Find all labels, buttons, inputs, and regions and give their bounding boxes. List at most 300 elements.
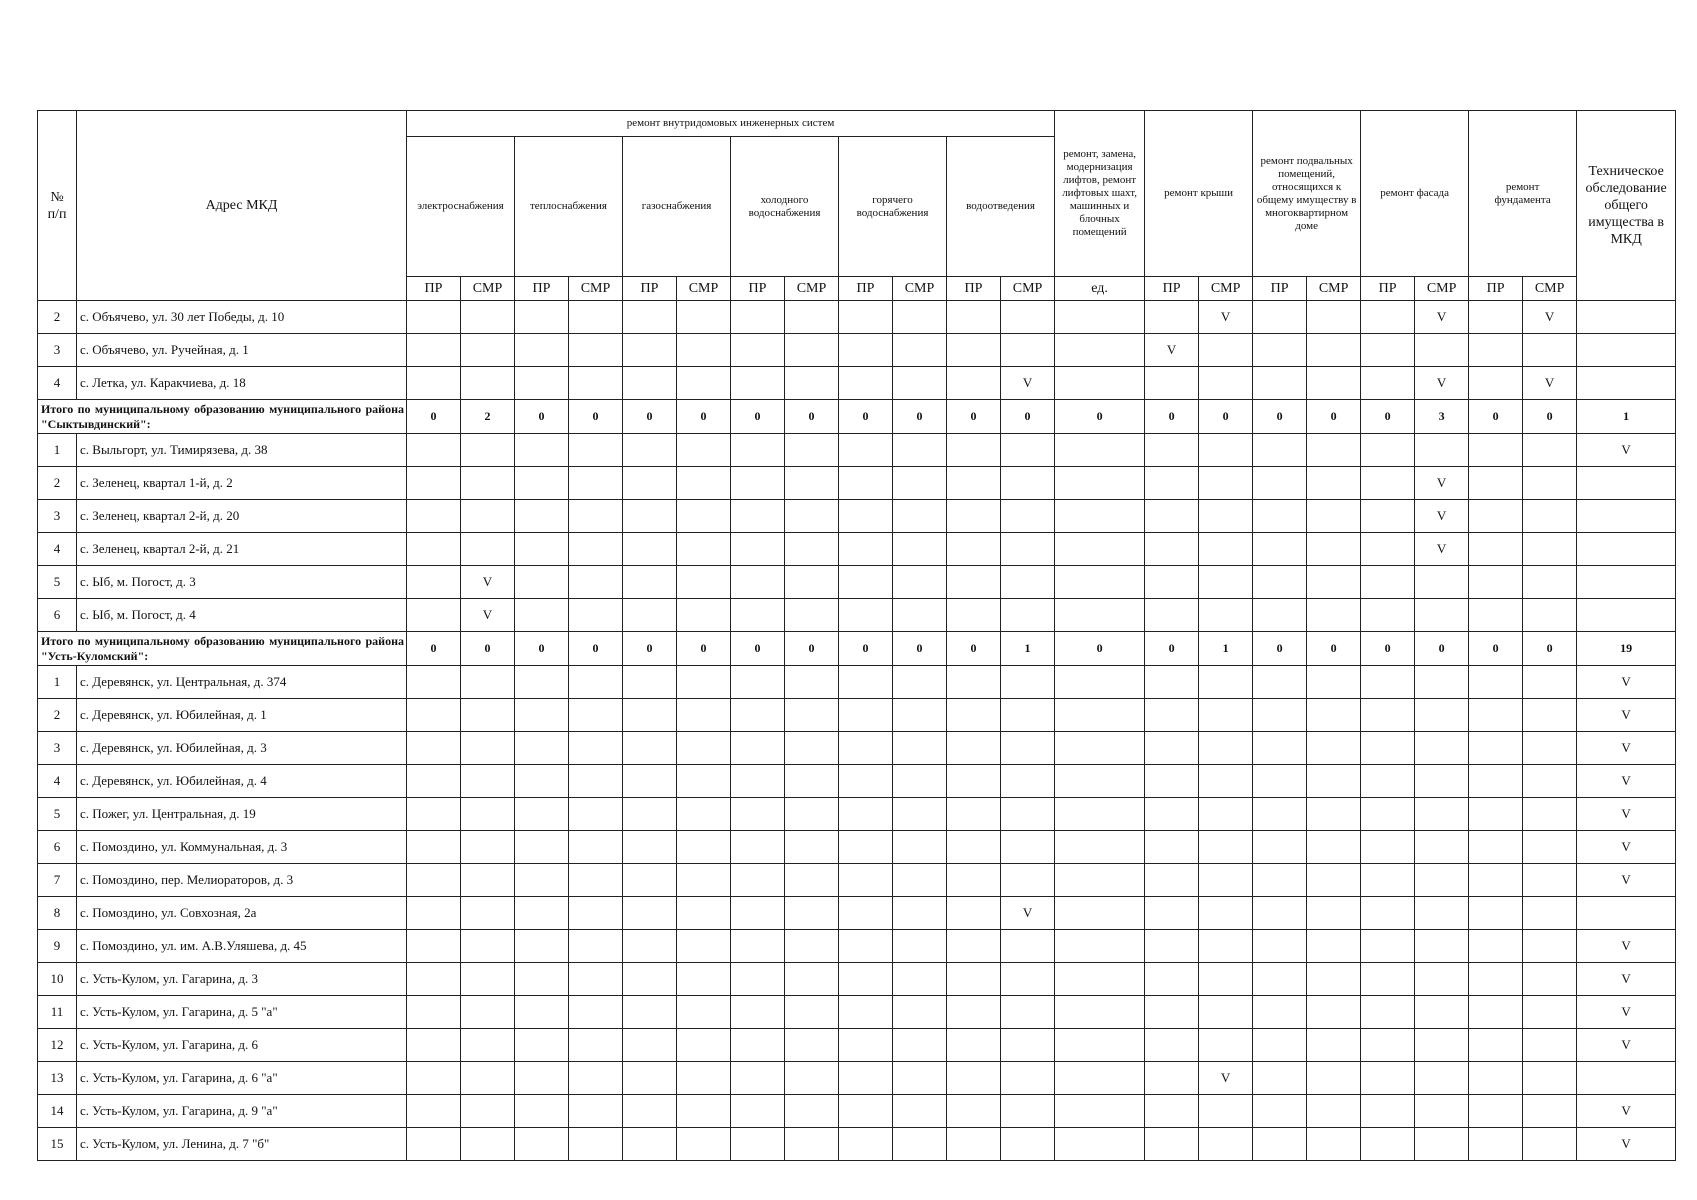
table-row: [38, 500, 1676, 533]
mark-cell: [1199, 566, 1253, 599]
mark-cell: [461, 897, 515, 930]
mark-cell: [677, 301, 731, 334]
mark-cell: [1055, 732, 1145, 765]
mark-cell: [947, 963, 1001, 996]
mark-cell: [1415, 831, 1469, 864]
table-header: [38, 111, 1676, 301]
mark-cell: [407, 566, 461, 599]
mark-cell: [677, 897, 731, 930]
mark-cell: [893, 831, 947, 864]
lift-header: ремонт, замена, модернизация лифтов, ремонт лифтовых шахт, машинных и блочных помещений: [1055, 111, 1145, 277]
mark-cell: [461, 1062, 515, 1095]
mark-cell: [1415, 732, 1469, 765]
mark-cell: [677, 996, 731, 1029]
mark-cell: [461, 930, 515, 963]
table-row: [38, 930, 1676, 963]
mark-cell: [569, 897, 623, 930]
mark-cell: [461, 666, 515, 699]
mark-cell: V: [1577, 666, 1676, 699]
mark-cell: [623, 467, 677, 500]
mark-cell: [623, 897, 677, 930]
mark-cell: [1055, 897, 1145, 930]
row-number: 1: [38, 666, 77, 699]
table-row: [38, 566, 1676, 599]
mark-cell: [1361, 666, 1415, 699]
mark-cell: [1415, 434, 1469, 467]
address-cell: с. Ыб, м. Погост, д. 4: [77, 599, 407, 632]
hot-water-header: горячего водоснабжения: [839, 137, 947, 277]
mark-cell: V: [1523, 301, 1577, 334]
total-value-cell: 0: [1361, 400, 1415, 434]
mark-cell: [677, 334, 731, 367]
mark-cell: [893, 699, 947, 732]
total-value-cell: 0: [623, 400, 677, 434]
mark-cell: [1253, 301, 1307, 334]
mark-cell: [677, 930, 731, 963]
mark-cell: [893, 1062, 947, 1095]
mark-cell: [569, 732, 623, 765]
basement-header: ремонт подвальных помещений, относящихся к общему имуществу в многоквартирном доме: [1253, 111, 1361, 277]
mark-cell: [569, 699, 623, 732]
mark-cell: [785, 467, 839, 500]
mark-cell: [677, 963, 731, 996]
mark-cell: [1577, 566, 1676, 599]
mark-cell: [1523, 1062, 1577, 1095]
table-row: [38, 533, 1676, 566]
mark-cell: [1145, 831, 1199, 864]
mark-cell: [893, 732, 947, 765]
mark-cell: [1001, 566, 1055, 599]
mark-cell: [677, 1095, 731, 1128]
mark-cell: [1145, 930, 1199, 963]
mark-cell: [1001, 434, 1055, 467]
mark-cell: [407, 930, 461, 963]
pr-header: ПР: [1145, 277, 1199, 301]
mark-cell: [407, 699, 461, 732]
mark-cell: [1145, 1128, 1199, 1161]
mark-cell: [1199, 666, 1253, 699]
mark-cell: [1307, 930, 1361, 963]
mark-cell: [1001, 500, 1055, 533]
mark-cell: [1523, 434, 1577, 467]
address-cell: с. Ыб, м. Погост, д. 3: [77, 566, 407, 599]
mark-cell: [1001, 334, 1055, 367]
address-cell: с. Усть-Кулом, ул. Гагарина, д. 3: [77, 963, 407, 996]
mark-cell: [731, 1062, 785, 1095]
mark-cell: [785, 831, 839, 864]
mark-cell: [893, 533, 947, 566]
mark-cell: [893, 467, 947, 500]
mark-cell: V: [1001, 367, 1055, 400]
mark-cell: [1415, 930, 1469, 963]
address-cell: с. Объячево, ул. 30 лет Победы, д. 10: [77, 301, 407, 334]
mark-cell: [1001, 732, 1055, 765]
mark-cell: [515, 765, 569, 798]
mark-cell: [515, 1062, 569, 1095]
mark-cell: [1415, 334, 1469, 367]
mark-cell: [1199, 798, 1253, 831]
mark-cell: [515, 930, 569, 963]
mark-cell: [461, 699, 515, 732]
mark-cell: [1055, 930, 1145, 963]
mark-cell: [1001, 864, 1055, 897]
mark-cell: [1523, 666, 1577, 699]
mark-cell: [1253, 367, 1307, 400]
row-number: 6: [38, 599, 77, 632]
mark-cell: [731, 831, 785, 864]
mark-cell: [1577, 367, 1676, 400]
mark-cell: [1199, 1128, 1253, 1161]
address-cell: с. Помоздино, ул. Совхозная, 2а: [77, 897, 407, 930]
mark-cell: [1001, 666, 1055, 699]
mark-cell: [893, 367, 947, 400]
mark-cell: [569, 367, 623, 400]
total-value-cell: 0: [1469, 400, 1523, 434]
mark-cell: [1307, 666, 1361, 699]
mark-cell: [947, 831, 1001, 864]
mark-cell: [731, 1128, 785, 1161]
mark-cell: [785, 963, 839, 996]
mark-cell: [1055, 500, 1145, 533]
table-row: [38, 434, 1676, 467]
mark-cell: [1307, 566, 1361, 599]
mark-cell: [893, 765, 947, 798]
mark-cell: [1145, 533, 1199, 566]
table-row: [38, 732, 1676, 765]
mark-cell: [1577, 301, 1676, 334]
row-number: 6: [38, 831, 77, 864]
mark-cell: [1145, 367, 1199, 400]
mark-cell: [623, 434, 677, 467]
row-number: 4: [38, 533, 77, 566]
smr-header: СМР: [785, 277, 839, 301]
mark-cell: [1577, 599, 1676, 632]
mark-cell: [407, 533, 461, 566]
mark-cell: [1361, 732, 1415, 765]
mark-cell: [1001, 599, 1055, 632]
mark-cell: [1469, 467, 1523, 500]
mark-cell: [839, 996, 893, 1029]
mark-cell: [623, 666, 677, 699]
electric-header: электроснабжения: [407, 137, 515, 277]
address-cell: с. Деревянск, ул. Юбилейная, д. 3: [77, 732, 407, 765]
mark-cell: [947, 301, 1001, 334]
mark-cell: [1469, 666, 1523, 699]
mark-cell: [461, 301, 515, 334]
mark-cell: [839, 500, 893, 533]
mark-cell: [1469, 301, 1523, 334]
mark-cell: [1253, 831, 1307, 864]
mark-cell: [569, 533, 623, 566]
address-cell: с. Деревянск, ул. Юбилейная, д. 4: [77, 765, 407, 798]
mark-cell: [1307, 996, 1361, 1029]
mark-cell: [677, 732, 731, 765]
mark-cell: [1199, 897, 1253, 930]
row-number: 10: [38, 963, 77, 996]
mark-cell: [1199, 765, 1253, 798]
mark-cell: [785, 1062, 839, 1095]
total-value-cell: 0: [839, 632, 893, 666]
total-value-cell: 0: [731, 400, 785, 434]
table-row: [38, 963, 1676, 996]
mark-cell: [407, 599, 461, 632]
mark-cell: [1415, 1029, 1469, 1062]
mark-cell: [947, 864, 1001, 897]
mark-cell: [839, 367, 893, 400]
mark-cell: [947, 1128, 1001, 1161]
mark-cell: [731, 864, 785, 897]
mark-cell: [677, 864, 731, 897]
mark-cell: [623, 930, 677, 963]
mark-cell: [893, 1095, 947, 1128]
total-value-cell: 19: [1577, 632, 1676, 666]
total-value-cell: 0: [1145, 400, 1199, 434]
mark-cell: [839, 897, 893, 930]
mark-cell: [1253, 1128, 1307, 1161]
mark-cell: [947, 930, 1001, 963]
mark-cell: [1469, 434, 1523, 467]
total-value-cell: 0: [1055, 400, 1145, 434]
mark-cell: [839, 566, 893, 599]
mark-cell: [1001, 963, 1055, 996]
mark-cell: [893, 996, 947, 1029]
mark-cell: V: [1577, 864, 1676, 897]
mark-cell: [1253, 996, 1307, 1029]
mark-cell: [407, 864, 461, 897]
mark-cell: [893, 897, 947, 930]
mark-cell: [461, 1029, 515, 1062]
mark-cell: [947, 434, 1001, 467]
mark-cell: [677, 1062, 731, 1095]
total-value-cell: 0: [1307, 632, 1361, 666]
total-value-cell: 1: [1001, 632, 1055, 666]
mark-cell: [515, 897, 569, 930]
mark-cell: [731, 699, 785, 732]
mark-cell: [1253, 434, 1307, 467]
mark-cell: [1307, 831, 1361, 864]
mark-cell: [1415, 599, 1469, 632]
mark-cell: [839, 963, 893, 996]
total-value-cell: 1: [1577, 400, 1676, 434]
mark-cell: V: [1577, 699, 1676, 732]
mark-cell: [569, 963, 623, 996]
mark-cell: [1415, 1095, 1469, 1128]
mark-cell: [839, 1128, 893, 1161]
pr-header: ПР: [515, 277, 569, 301]
mark-cell: [1307, 367, 1361, 400]
mark-cell: [1307, 434, 1361, 467]
mark-cell: [623, 1029, 677, 1062]
mark-cell: [1361, 1095, 1415, 1128]
mark-cell: [515, 666, 569, 699]
total-value-cell: 0: [569, 400, 623, 434]
mark-cell: V: [1577, 831, 1676, 864]
total-value-cell: 0: [1253, 400, 1307, 434]
mark-cell: V: [461, 599, 515, 632]
total-value-cell: 1: [1199, 632, 1253, 666]
mark-cell: [1199, 831, 1253, 864]
mark-cell: [1145, 765, 1199, 798]
mark-cell: [569, 798, 623, 831]
mark-cell: [785, 334, 839, 367]
address-cell: с. Зеленец, квартал 1-й, д. 2: [77, 467, 407, 500]
mark-cell: [569, 434, 623, 467]
mark-cell: V: [1577, 963, 1676, 996]
mark-cell: [1145, 732, 1199, 765]
total-value-cell: 0: [839, 400, 893, 434]
mark-cell: [785, 798, 839, 831]
mark-cell: V: [1523, 367, 1577, 400]
mark-cell: [461, 1128, 515, 1161]
pr-header: ПР: [407, 277, 461, 301]
mark-cell: [1523, 467, 1577, 500]
mark-cell: [461, 765, 515, 798]
mark-cell: [1523, 500, 1577, 533]
mark-cell: [461, 963, 515, 996]
mark-cell: [1055, 334, 1145, 367]
mark-cell: [461, 732, 515, 765]
table-row: [38, 367, 1676, 400]
heating-header: теплоснабжения: [515, 137, 623, 277]
total-row: [38, 400, 1676, 434]
mark-cell: [569, 1029, 623, 1062]
mark-cell: [1469, 699, 1523, 732]
mark-cell: [1307, 500, 1361, 533]
mark-cell: [407, 1029, 461, 1062]
mark-cell: [1055, 963, 1145, 996]
mark-cell: [731, 1029, 785, 1062]
address-cell: с. Усть-Кулом, ул. Гагарина, д. 6: [77, 1029, 407, 1062]
mark-cell: [407, 831, 461, 864]
mark-cell: [893, 963, 947, 996]
mark-cell: V: [1415, 500, 1469, 533]
mark-cell: [731, 732, 785, 765]
mark-cell: [677, 500, 731, 533]
mark-cell: [839, 434, 893, 467]
mark-cell: [515, 301, 569, 334]
mark-cell: [1523, 963, 1577, 996]
mark-cell: [785, 864, 839, 897]
mark-cell: [1307, 334, 1361, 367]
mark-cell: [1055, 1062, 1145, 1095]
mark-cell: V: [1199, 1062, 1253, 1095]
mark-cell: [947, 732, 1001, 765]
table-row: [38, 1128, 1676, 1161]
mark-cell: [1145, 434, 1199, 467]
total-value-cell: 0: [1145, 632, 1199, 666]
mark-cell: [623, 367, 677, 400]
mark-cell: V: [1577, 798, 1676, 831]
mark-cell: [569, 599, 623, 632]
address-cell: с. Усть-Кулом, ул. Гагарина, д. 6 "а": [77, 1062, 407, 1095]
mark-cell: [1055, 798, 1145, 831]
table-row: [38, 599, 1676, 632]
mark-cell: [1361, 566, 1415, 599]
mark-cell: [1145, 566, 1199, 599]
total-value-cell: 0: [623, 632, 677, 666]
mark-cell: [1199, 533, 1253, 566]
mark-cell: [623, 699, 677, 732]
address-cell: с. Помоздино, ул. им. А.В.Уляшева, д. 45: [77, 930, 407, 963]
smr-header: СМР: [1415, 277, 1469, 301]
total-value-cell: 0: [1523, 400, 1577, 434]
mark-cell: [1523, 1095, 1577, 1128]
foundation-header: ремонт фундамента: [1469, 111, 1577, 277]
mark-cell: [1469, 367, 1523, 400]
mark-cell: [731, 666, 785, 699]
mark-cell: [623, 732, 677, 765]
address-cell: с. Усть-Кулом, ул. Гагарина, д. 9 "а": [77, 1095, 407, 1128]
mark-cell: [407, 301, 461, 334]
mark-cell: [1145, 301, 1199, 334]
table-row: [38, 301, 1676, 334]
total-label: Итого по муниципальному образованию муниципального района "Сыктывдинский":: [38, 400, 407, 434]
mark-cell: [1361, 699, 1415, 732]
mark-cell: [515, 367, 569, 400]
mark-cell: [1001, 996, 1055, 1029]
mark-cell: [623, 301, 677, 334]
mark-cell: [1307, 963, 1361, 996]
mark-cell: [1469, 1029, 1523, 1062]
address-cell: с. Усть-Кулом, ул. Гагарина, д. 5 "а": [77, 996, 407, 1029]
mark-cell: [731, 566, 785, 599]
mark-cell: [1307, 599, 1361, 632]
mark-cell: [515, 831, 569, 864]
mark-cell: [407, 798, 461, 831]
pr-header: ПР: [1361, 277, 1415, 301]
total-value-cell: 0: [677, 632, 731, 666]
mark-cell: [947, 599, 1001, 632]
mark-cell: [839, 1029, 893, 1062]
mark-cell: [893, 798, 947, 831]
mark-cell: [1469, 798, 1523, 831]
cold-water-header: холодного водоснабжения: [731, 137, 839, 277]
mark-cell: [677, 434, 731, 467]
mark-cell: [1199, 1095, 1253, 1128]
mark-cell: [947, 566, 1001, 599]
mark-cell: [407, 765, 461, 798]
mark-cell: [947, 334, 1001, 367]
mark-cell: [731, 798, 785, 831]
mark-cell: [461, 367, 515, 400]
total-value-cell: 0: [407, 632, 461, 666]
repair-schedule-table: [37, 110, 1676, 1161]
mark-cell: [1523, 831, 1577, 864]
row-number: 13: [38, 1062, 77, 1095]
smr-header: СМР: [461, 277, 515, 301]
mark-cell: [1469, 566, 1523, 599]
mark-cell: V: [1415, 467, 1469, 500]
mark-cell: [1145, 666, 1199, 699]
mark-cell: [1523, 765, 1577, 798]
mark-cell: [1055, 467, 1145, 500]
mark-cell: [731, 765, 785, 798]
total-value-cell: 2: [461, 400, 515, 434]
pr-header: ПР: [731, 277, 785, 301]
row-number: 3: [38, 500, 77, 533]
table-row: [38, 864, 1676, 897]
total-value-cell: 0: [1253, 632, 1307, 666]
table-row: [38, 467, 1676, 500]
address-cell: с. Помоздино, пер. Мелиораторов, д. 3: [77, 864, 407, 897]
mark-cell: [1199, 864, 1253, 897]
mark-cell: [407, 367, 461, 400]
mark-cell: [1199, 930, 1253, 963]
mark-cell: [1415, 1128, 1469, 1161]
mark-cell: [1523, 599, 1577, 632]
mark-cell: [893, 434, 947, 467]
mark-cell: [1253, 467, 1307, 500]
